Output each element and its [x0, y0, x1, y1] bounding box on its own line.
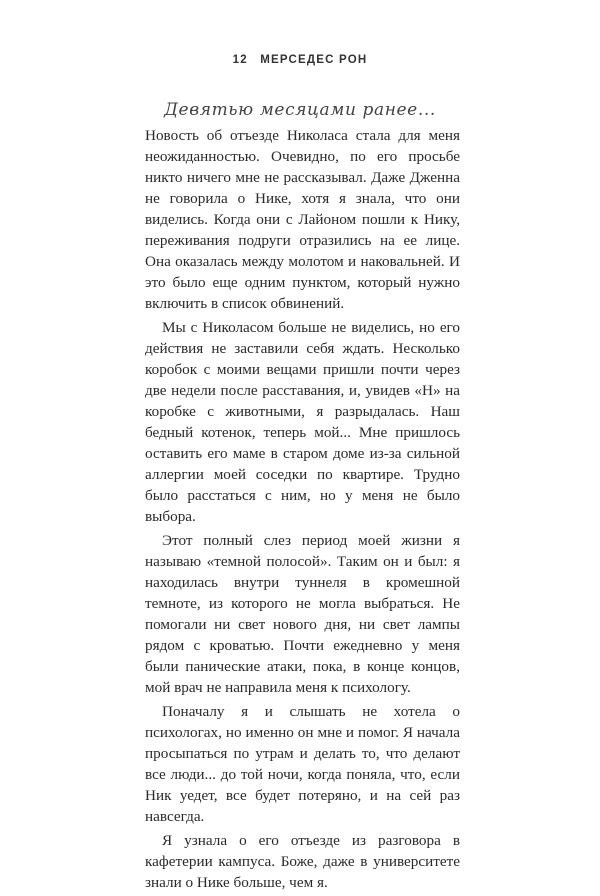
paragraph: Я узнала о его отъезде из разговора в кафетерии кампуса. Боже, даже в университете знали о Нике больше, чем я. [145, 832, 460, 891]
paragraph: Мы с Николасом больше не виделись, но его действия не заставили себя ждать. Несколько коробок с моими вещами пришли почти через две недели после расставания, и, увидев «Н» на коробке с животными, я разрыдалась. Наш бедный котенок, теперь мой... Мне пришлось оставить его маме в старом доме из-за сильной аллергии моей соседки по квартире. Трудно было расстаться с ним, но у меня не было выбора. [145, 319, 460, 525]
page-number: 12 [232, 54, 248, 66]
paragraph: Поначалу я и слышать не хотела о психологах, но именно он мне и помог. Я начала просыпаться по утрам и делать то, что делают все люди... до той ночи, когда поняла, что, если Ник уедет, все будет потеряно, и на сей раз навсегда. [145, 703, 460, 825]
body-text [145, 125, 460, 896]
paragraph: Этот полный слез период моей жизни я называю «темной полосой». Таким он и был: я находилась внутри туннеля в кромешной темноте, из которого не могла выбраться. Не помогали ни свет нового дня, ни свет лампы рядом с кроватью. Почти ежедневно у меня были панические атаки, пока, в конце концов, мой врач не направила меня к психологу. [145, 532, 460, 696]
paragraph: Новость об отъезде Николаса стала для меня неожиданностью. Очевидно, по его просьбе никто ничего мне не рассказывал. Даже Дженна не говорила о Нике, хотя я знала, что они виделись. Когда они с Лайоном пошли к Нику, переживания подруги отразились на ее лице. Она оказалась между молотом и наковальней. И это было еще одним пунктом, который нужно включить в список обвинений. [145, 127, 460, 312]
chapter-heading: Девятью месяцами ранее... [164, 100, 436, 120]
running-head [0, 54, 600, 66]
author-name: МЕРСЕДЕС РОН [260, 54, 368, 66]
